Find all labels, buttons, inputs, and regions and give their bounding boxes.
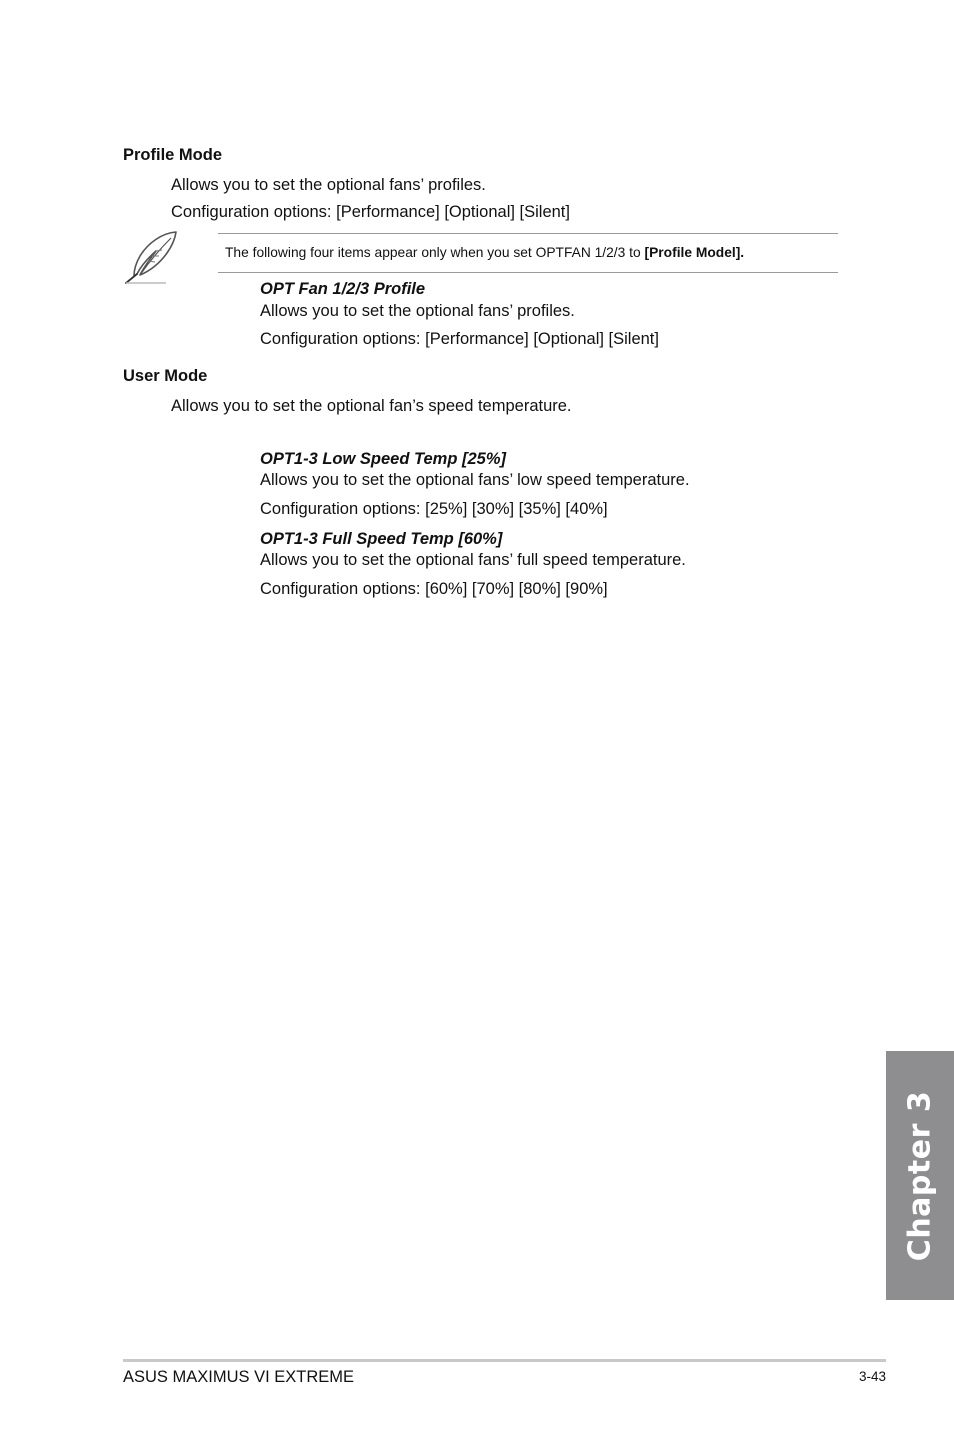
chapter-tab-label: Chapter 3 [902, 1090, 938, 1261]
note-top-rule [218, 233, 838, 234]
opt-fan-profile-options: Configuration options: [Performance] [Optional] [Silent] [260, 330, 659, 348]
full-speed-temp-options: Configuration options: [60%] [70%] [80%] [90%] [260, 580, 608, 598]
footer-page-number: 3-43 [858, 1369, 886, 1384]
footer-rule [123, 1359, 886, 1362]
profile-mode-options: Configuration options: [Performance] [Optional] [Silent] [171, 203, 570, 221]
profile-mode-description: Allows you to set the optional fans’ profiles. [171, 176, 486, 194]
note-text-bold: [Profile Model]. [644, 245, 745, 260]
opt-fan-profile-description: Allows you to set the optional fans’ profiles. [260, 302, 575, 320]
low-speed-temp-heading: OPT1-3 Low Speed Temp [25%] [260, 450, 507, 468]
chapter-tab [886, 1051, 954, 1300]
note-text-prefix: The following four items appear only when you set OPTFAN 1/2/3 to [225, 245, 645, 260]
user-mode-description: Allows you to set the optional fan’s speed temperature. [171, 397, 572, 415]
low-speed-temp-options: Configuration options: [25%] [30%] [35%] [40%] [260, 500, 608, 518]
low-speed-temp-description: Allows you to set the optional fans’ low speed temperature. [260, 471, 690, 489]
feather-pen-icon [122, 229, 180, 287]
full-speed-temp-heading: OPT1-3 Full Speed Temp [60%] [260, 530, 503, 548]
user-mode-heading: User Mode [123, 367, 208, 385]
note-bottom-rule [218, 272, 838, 273]
footer-product-name: ASUS MAXIMUS VI EXTREME [123, 1368, 355, 1386]
note-text [225, 245, 744, 260]
profile-mode-heading: Profile Mode [123, 146, 223, 164]
opt-fan-profile-heading: OPT Fan 1/2/3 Profile [260, 280, 426, 298]
full-speed-temp-description: Allows you to set the optional fans’ full speed temperature. [260, 551, 686, 569]
